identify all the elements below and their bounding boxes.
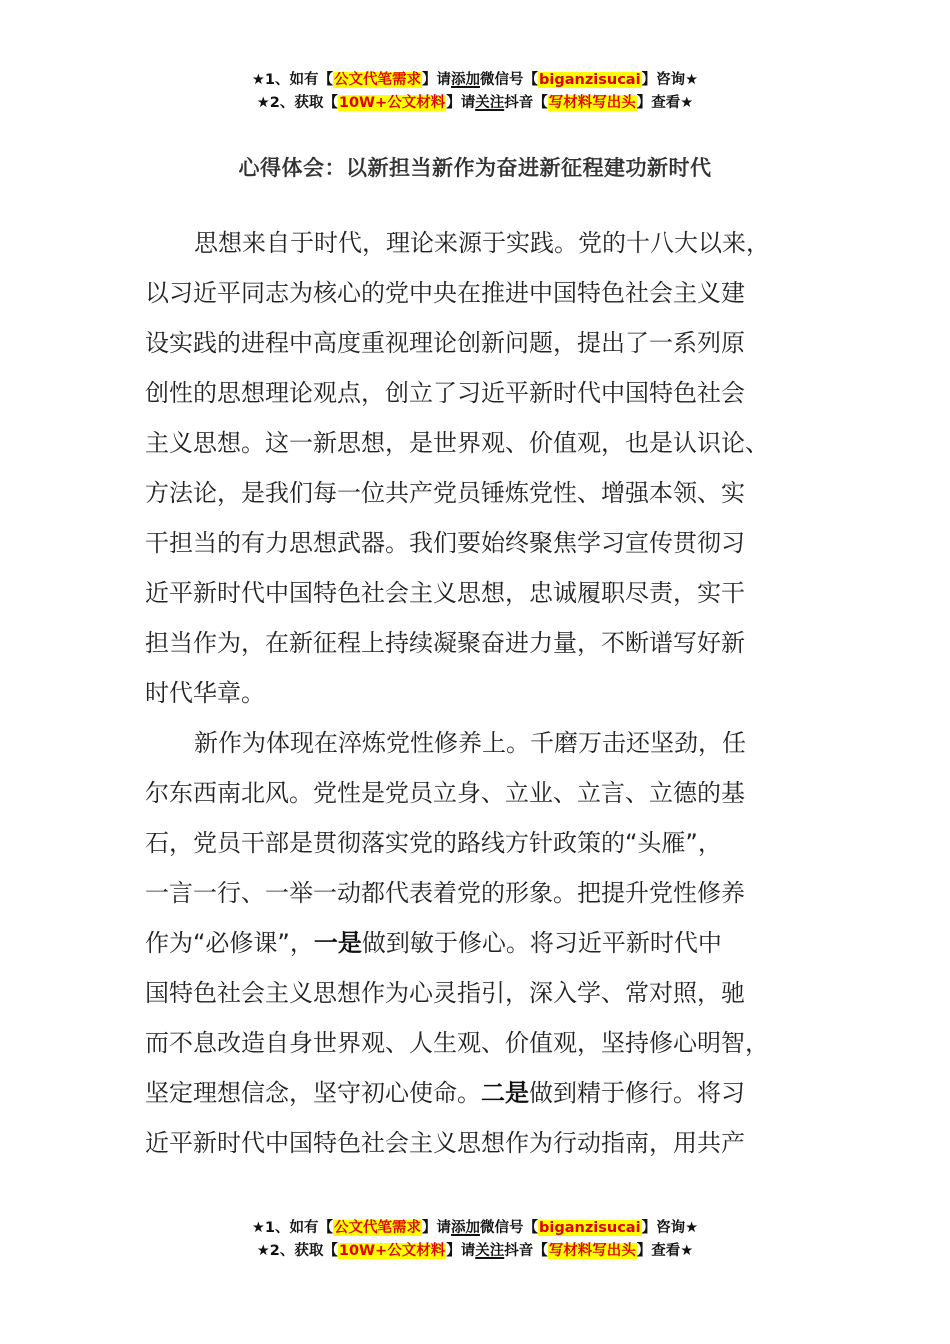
star-icon: ★ bbox=[251, 1220, 265, 1236]
document-title: 心得体会：以新担当新作为奋进新征程建功新时代 bbox=[238, 156, 712, 180]
banner-text: 1、如有【 bbox=[264, 1220, 334, 1236]
banner-line-1 bbox=[0, 69, 950, 92]
text-run: 坚定理想信念，坚守初心使命。 bbox=[145, 1079, 481, 1107]
text-line: 担当作为，在新征程上持续凝聚奋进力量，不断谱写好新 bbox=[145, 629, 745, 657]
star-icon: ★ bbox=[685, 1220, 699, 1236]
document-body bbox=[145, 224, 805, 1174]
banner-text: 】咨询 bbox=[641, 1220, 686, 1236]
text-line: 近平新时代中国特色社会主义思想，忠诚履职尽责，实干 bbox=[145, 579, 745, 607]
star-icon: ★ bbox=[256, 95, 270, 111]
banner-text: 】请 bbox=[446, 95, 476, 111]
bold-marker: 一是 bbox=[313, 929, 362, 957]
footer-banner bbox=[0, 1217, 950, 1263]
text-run: 作为“必修课”， bbox=[145, 929, 314, 957]
text-line: 思想来自于时代，理论来源于实践。党的十八大以来， bbox=[194, 229, 770, 257]
banner-underlined-text: 添加 bbox=[451, 72, 481, 88]
highlight-wechat-id: biganzisucai bbox=[539, 72, 641, 88]
banner-line-1 bbox=[0, 1217, 950, 1240]
star-icon: ★ bbox=[256, 1243, 270, 1259]
banner-text: 抖音【 bbox=[504, 1243, 548, 1259]
banner-underlined-text: 添加 bbox=[451, 1220, 481, 1236]
text-line bbox=[145, 924, 805, 974]
banner-text: 微信号【 bbox=[480, 1220, 539, 1236]
banner-underlined-text: 关注 bbox=[475, 1243, 505, 1259]
highlight-materials: 10W+公文材料 bbox=[338, 1243, 446, 1259]
banner-text: 抖音【 bbox=[504, 95, 548, 111]
text-line: 以习近平同志为核心的党中央在推进中国特色社会主义建 bbox=[145, 279, 745, 307]
text-line: 石，党员干部是贯彻落实党的路线方针政策的“头雁”， bbox=[145, 829, 722, 857]
banner-text: 微信号【 bbox=[480, 72, 539, 88]
banner-text: 】查看 bbox=[636, 95, 681, 111]
banner-text: 】查看 bbox=[636, 1243, 681, 1259]
text-line: 一言一行、一举一动都代表着党的形象。把提升党性修养 bbox=[145, 879, 745, 907]
text-line: 方法论，是我们每一位共产党员锤炼党性、增强本领、实 bbox=[145, 479, 745, 507]
text-line: 而不息改造自身世界观、人生观、价值观，坚持修心明智， bbox=[145, 1029, 769, 1057]
highlight-douyin-account: 写材料写出头 bbox=[548, 95, 636, 111]
text-line: 创性的思想理论观点，创立了习近平新时代中国特色社会 bbox=[145, 379, 745, 407]
text-line bbox=[145, 1074, 805, 1124]
star-icon: ★ bbox=[251, 72, 265, 88]
header-banner bbox=[0, 69, 950, 115]
text-line: 主义思想。这一新思想，是世界观、价值观，也是认识论、 bbox=[145, 429, 769, 457]
text-run: 做到敏于修心。将习近平新时代中 bbox=[361, 929, 722, 957]
banner-text: 】请 bbox=[422, 72, 452, 88]
banner-text: 2、获取【 bbox=[269, 1243, 338, 1259]
banner-text: 】请 bbox=[446, 1243, 476, 1259]
banner-underlined-text: 关注 bbox=[475, 95, 505, 111]
highlight-wechat-id: biganzisucai bbox=[539, 1220, 641, 1236]
highlight-service: 公文代笔需求 bbox=[334, 72, 422, 88]
highlight-douyin-account: 写材料写出头 bbox=[548, 1243, 636, 1259]
text-line: 国特色社会主义思想作为心灵指引，深入学、常对照，驰 bbox=[145, 979, 745, 1007]
text-run: 做到精于修行。将习 bbox=[529, 1079, 745, 1107]
highlight-service: 公文代笔需求 bbox=[334, 1220, 422, 1236]
highlight-materials: 10W+公文材料 bbox=[338, 95, 446, 111]
banner-text: 1、如有【 bbox=[264, 72, 334, 88]
banner-line-2 bbox=[0, 1240, 950, 1263]
banner-text: 】请 bbox=[422, 1220, 452, 1236]
banner-text: 】咨询 bbox=[641, 72, 686, 88]
star-icon: ★ bbox=[680, 1243, 694, 1259]
banner-line-2 bbox=[0, 92, 950, 115]
bold-marker: 二是 bbox=[481, 1079, 529, 1107]
text-line: 尔东西南北风。党性是党员立身、立业、立言、立德的基 bbox=[145, 779, 745, 807]
text-line: 时代华章。 bbox=[145, 679, 265, 707]
text-line: 设实践的进程中高度重视理论创新问题，提出了一系列原 bbox=[145, 329, 745, 357]
text-line: 干担当的有力思想武器。我们要始终聚焦学习宣传贯彻习 bbox=[145, 529, 745, 557]
text-line: 新作为体现在淬炼党性修养上。千磨万击还坚劲，任 bbox=[194, 729, 746, 757]
text-line: 近平新时代中国特色社会主义思想作为行动指南，用共产 bbox=[145, 1129, 745, 1157]
star-icon: ★ bbox=[685, 72, 699, 88]
banner-text: 2、获取【 bbox=[269, 95, 338, 111]
star-icon: ★ bbox=[680, 95, 694, 111]
